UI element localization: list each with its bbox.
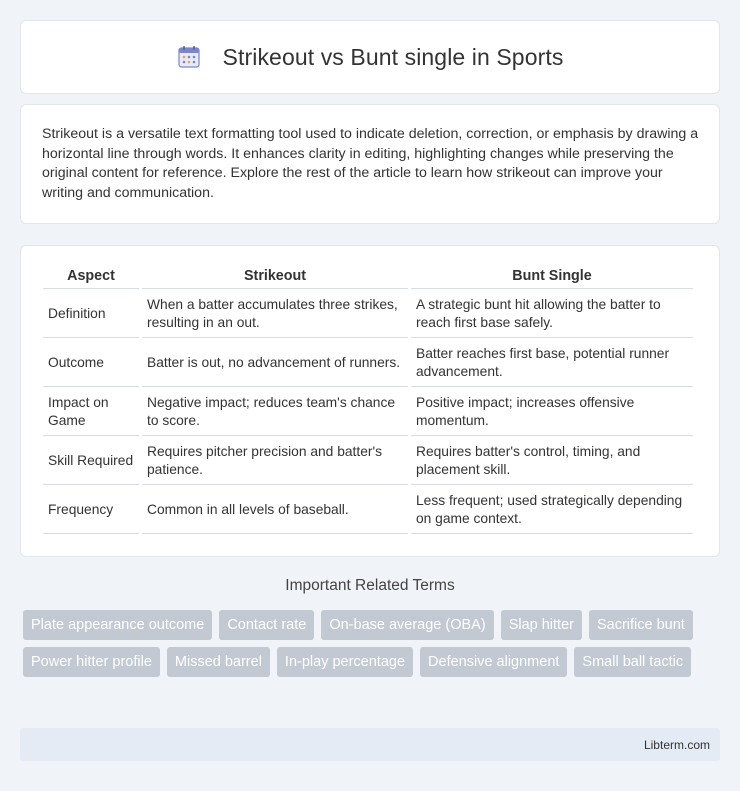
row-aspect: Skill Required [43, 436, 139, 485]
intro-paragraph: Strikeout is a versatile text formatting tool used to indicate deletion, correction, or emphasis by drawing a horizontal line through words. It enhances clarity in editing, highlighting changes while preserving the original content for reference. Explore the rest of the article to learn how strikeout can improve your writing and communication. [42, 126, 699, 201]
table-row [43, 436, 693, 485]
row-aspect: Definition [43, 289, 139, 338]
row-aspect: Outcome [43, 338, 139, 387]
row-strikeout: Requires pitcher precision and batter's patience. [142, 436, 408, 485]
row-strikeout: Common in all levels of baseball. [142, 485, 408, 534]
table-row [43, 387, 693, 436]
tag-slap-hitter[interactable]: Slap hitter [501, 610, 582, 640]
related-terms-title: Important Related Terms [285, 577, 455, 594]
row-strikeout: When a batter accumulates three strikes, resulting in an out. [142, 289, 408, 338]
row-bunt-single: A strategic bunt hit allowing the batter to reach first base safely. [411, 289, 693, 338]
footer-site-link[interactable]: Libterm.com [643, 737, 710, 752]
row-strikeout: Batter is out, no advancement of runners. [142, 338, 408, 387]
header-aspect: Aspect [43, 267, 139, 289]
page-title: Strikeout vs Bunt single in Sports [222, 43, 564, 70]
title-wrap [177, 44, 564, 71]
tag-power-hitter-profile[interactable]: Power hitter profile [23, 647, 160, 677]
table-header-row [43, 267, 693, 289]
table-row [43, 485, 693, 534]
row-aspect: Frequency [43, 485, 139, 534]
row-bunt-single: Positive impact; increases offensive momentum. [411, 387, 693, 436]
calendar-icon [177, 45, 201, 69]
header-strikeout: Strikeout [142, 267, 408, 289]
table-row [43, 338, 693, 387]
row-bunt-single: Less frequent; used strategically depending on game context. [411, 485, 693, 534]
table-row [43, 289, 693, 338]
row-strikeout: Negative impact; reduces team's chance to score. [142, 387, 408, 436]
tag-plate-appearance-outcome[interactable]: Plate appearance outcome [23, 610, 212, 640]
tag-small-ball-tactic[interactable]: Small ball tactic [574, 647, 691, 677]
comparison-table [40, 267, 696, 534]
tag-missed-barrel[interactable]: Missed barrel [167, 647, 270, 677]
tag-in-play-percentage[interactable]: In-play percentage [277, 647, 413, 677]
related-terms-list [23, 610, 723, 677]
row-aspect: Impact on Game [43, 387, 139, 436]
tag-on-base-average[interactable]: On-base average (OBA) [321, 610, 493, 640]
comparison-card [20, 245, 720, 557]
row-bunt-single: Requires batter's control, timing, and placement skill. [411, 436, 693, 485]
footer [20, 728, 720, 761]
row-bunt-single: Batter reaches first base, potential runner advancement. [411, 338, 693, 387]
header-bunt-single: Bunt Single [411, 267, 693, 289]
tag-defensive-alignment[interactable]: Defensive alignment [420, 647, 567, 677]
header-card [20, 20, 720, 94]
tag-contact-rate[interactable]: Contact rate [219, 610, 314, 640]
intro-card [20, 104, 720, 224]
tag-sacrifice-bunt[interactable]: Sacrifice bunt [589, 610, 693, 640]
